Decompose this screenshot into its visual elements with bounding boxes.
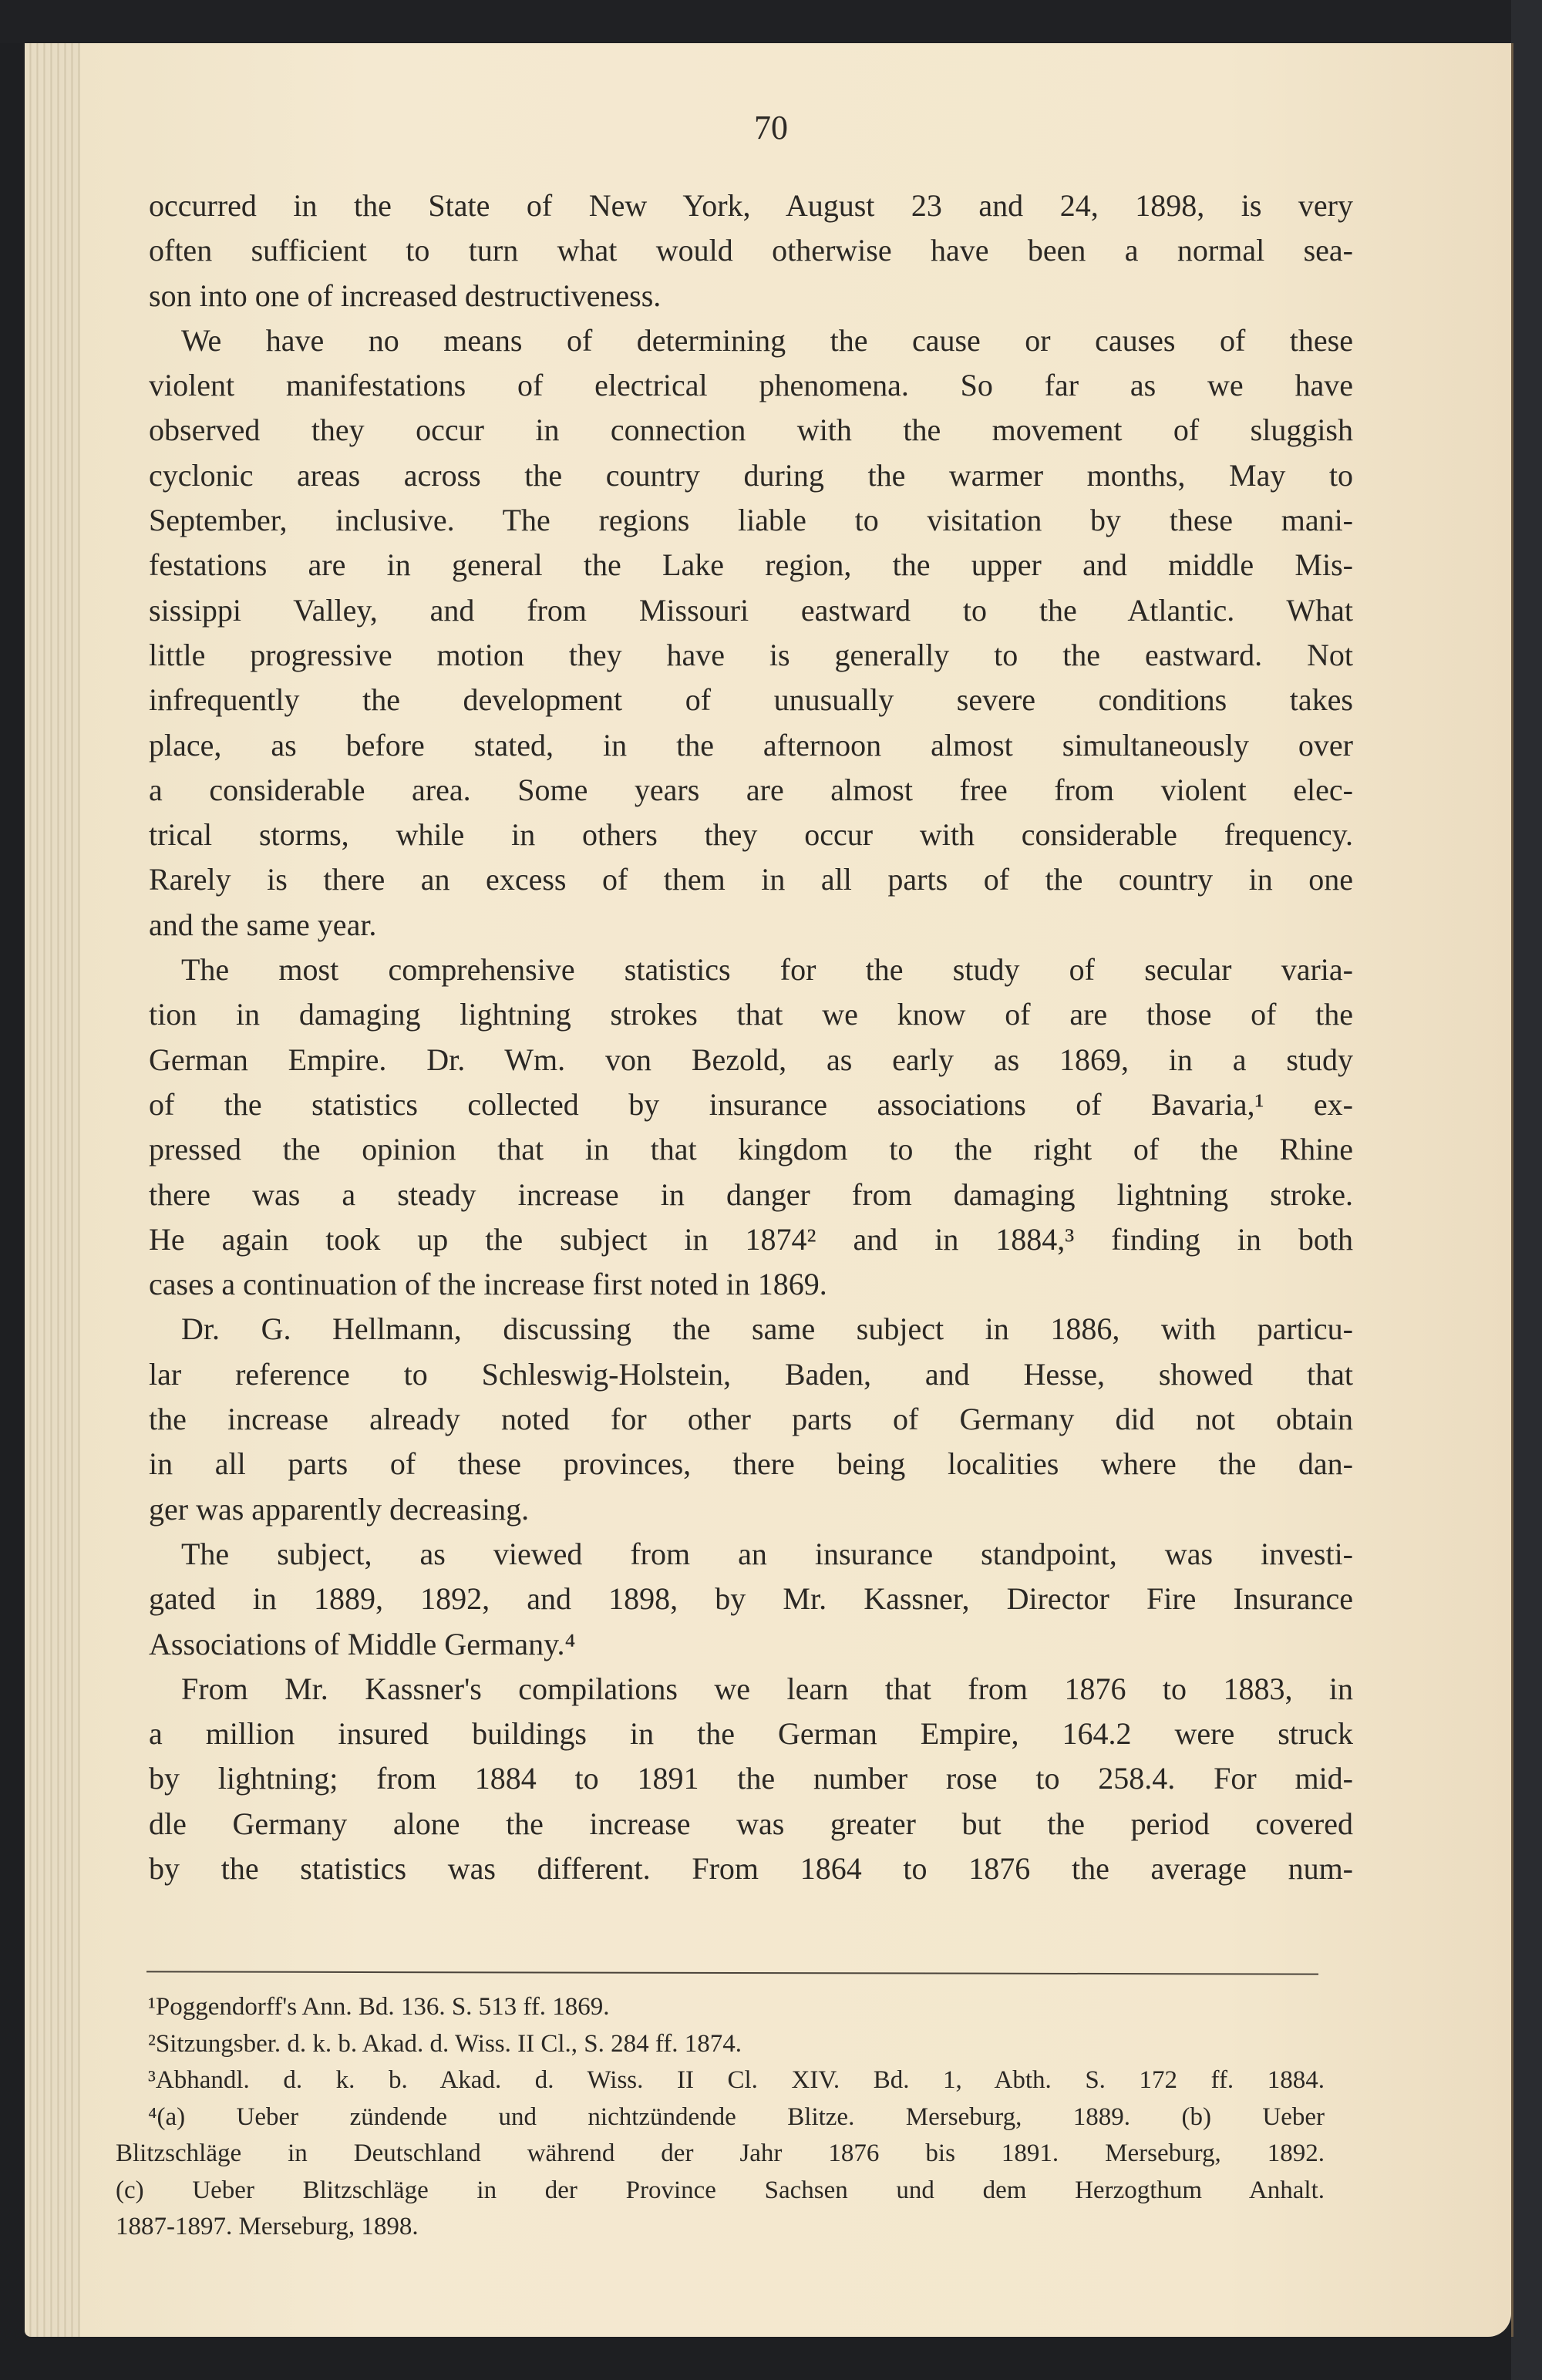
text-line: Dr. G. Hellmann, discussing the same subject in 1886, with particu- xyxy=(181,1311,1353,1347)
footnote-line: ⁴(a) Ueber zündende und nichtzündende Blitze. Merseburg, 1889. (b) Ueber xyxy=(148,2102,1325,2131)
text-line: son into one of increased destructiveness. xyxy=(149,278,662,313)
text-line: often sufficient to turn what would otherwise have been a normal sea- xyxy=(149,233,1353,268)
footnote-line: (c) Ueber Blitzschläge in der Province Sachsen und dem Herzogthum Anhalt. xyxy=(116,2176,1325,2204)
footnote-line: ²Sitzungsber. d. k. b. Akad. d. Wiss. II Cl., S. 284 ff. 1874. xyxy=(148,2029,742,2058)
page-number: 70 xyxy=(754,109,788,146)
text-line: Associations of Middle Germany.⁴ xyxy=(149,1626,576,1661)
footnote-line: ³Abhandl. d. k. b. Akad. d. Wiss. II Cl. XIV. Bd. 1, Abth. S. 172 ff. 1884. xyxy=(148,2066,1325,2094)
text-line: observed they occur in connection with the movement of sluggish xyxy=(149,412,1353,448)
page-edge xyxy=(1511,43,1513,2337)
text-line: lar reference to Schleswig-Holstein, Baden, and Hesse, showed that xyxy=(149,1356,1353,1392)
text-line: He again took up the subject in 1874² and in 1884,³ finding in both xyxy=(149,1221,1353,1257)
book-cover-right xyxy=(1511,0,1542,2380)
text-line: by the statistics was different. From 1864 to 1876 the average num- xyxy=(149,1850,1353,1886)
text-line: German Empire. Dr. Wm. von Bezold, as early as 1869, in a study xyxy=(149,1042,1353,1077)
text-line: tion in damaging lightning strokes that we know of are those of the xyxy=(149,997,1353,1032)
text-line: festations are in general the Lake region, the upper and middle Mis- xyxy=(149,547,1353,583)
text-line: by lightning; from 1884 to 1891 the number rose to 258.4. For mid- xyxy=(149,1761,1353,1796)
text-line: in all parts of these provinces, there being localities where the dan- xyxy=(149,1446,1353,1482)
page-stack-edge xyxy=(25,43,80,2337)
text-line: cases a continuation of the increase first noted in 1869. xyxy=(149,1267,827,1302)
text-line: We have no means of determining the cause or causes of these xyxy=(181,322,1353,358)
text-line: Rarely is there an excess of them in all parts of the country in one xyxy=(149,862,1353,897)
text-line: dle Germany alone the increase was greater but the period covered xyxy=(149,1806,1353,1841)
text-line: The most comprehensive statistics for the study of secular varia- xyxy=(181,952,1353,988)
text-line: a considerable area. Some years are almost free from violent elec- xyxy=(149,772,1353,807)
body-text xyxy=(149,183,1353,1891)
text-line: little progressive motion they have is generally to the eastward. Not xyxy=(149,637,1353,672)
text-line: September, inclusive. The regions liable to visitation by these mani- xyxy=(149,503,1353,538)
text-line: From Mr. Kassner's compilations we learn that from 1876 to 1883, in xyxy=(181,1671,1353,1706)
text-line: and the same year. xyxy=(149,907,377,942)
text-line: The subject, as viewed from an insurance standpoint, was investi- xyxy=(181,1536,1353,1571)
text-line: ger was apparently decreasing. xyxy=(149,1491,530,1527)
text-line: gated in 1889, 1892, and 1898, by Mr. Kassner, Director Fire Insurance xyxy=(149,1581,1353,1617)
text-line: of the statistics collected by insurance associations of Bavaria,¹ ex- xyxy=(149,1086,1353,1122)
book-cover-top xyxy=(0,0,1542,43)
footnote-line: Blitzschläge in Deutschland während der Jahr 1876 bis 1891. Merseburg, 1892. xyxy=(116,2139,1325,2167)
text-line: cyclonic areas across the country during the warmer months, May to xyxy=(149,457,1353,493)
text-line: a million insured buildings in the German Empire, 164.2 were struck xyxy=(149,1716,1353,1752)
text-line: pressed the opinion that in that kingdom to the right of the Rhine xyxy=(149,1132,1353,1167)
text-line: violent manifestations of electrical phenomena. So far as we have xyxy=(149,368,1353,403)
footnote-line: 1887-1897. Merseburg, 1898. xyxy=(116,2213,419,2240)
footnote-line: ¹Poggendorff's Ann. Bd. 136. S. 513 ff. 1869. xyxy=(148,1993,610,2021)
text-line: place, as before stated, in the afternoon almost simultaneously over xyxy=(149,727,1353,762)
text-line: there was a steady increase in danger from damaging lightning stroke. xyxy=(149,1177,1353,1212)
text-line: the increase already noted for other parts of Germany did not obtain xyxy=(149,1402,1353,1437)
text-line: occurred in the State of New York, August 23 and 24, 1898, is very xyxy=(149,188,1353,223)
footnotes xyxy=(116,1989,1325,2246)
text-line: infrequently the development of unusually severe conditions takes xyxy=(149,682,1353,718)
text-line: sissippi Valley, and from Missouri eastward to the Atlantic. What xyxy=(149,592,1353,628)
text-line: trical storms, while in others they occur with considerable frequency. xyxy=(149,817,1353,853)
